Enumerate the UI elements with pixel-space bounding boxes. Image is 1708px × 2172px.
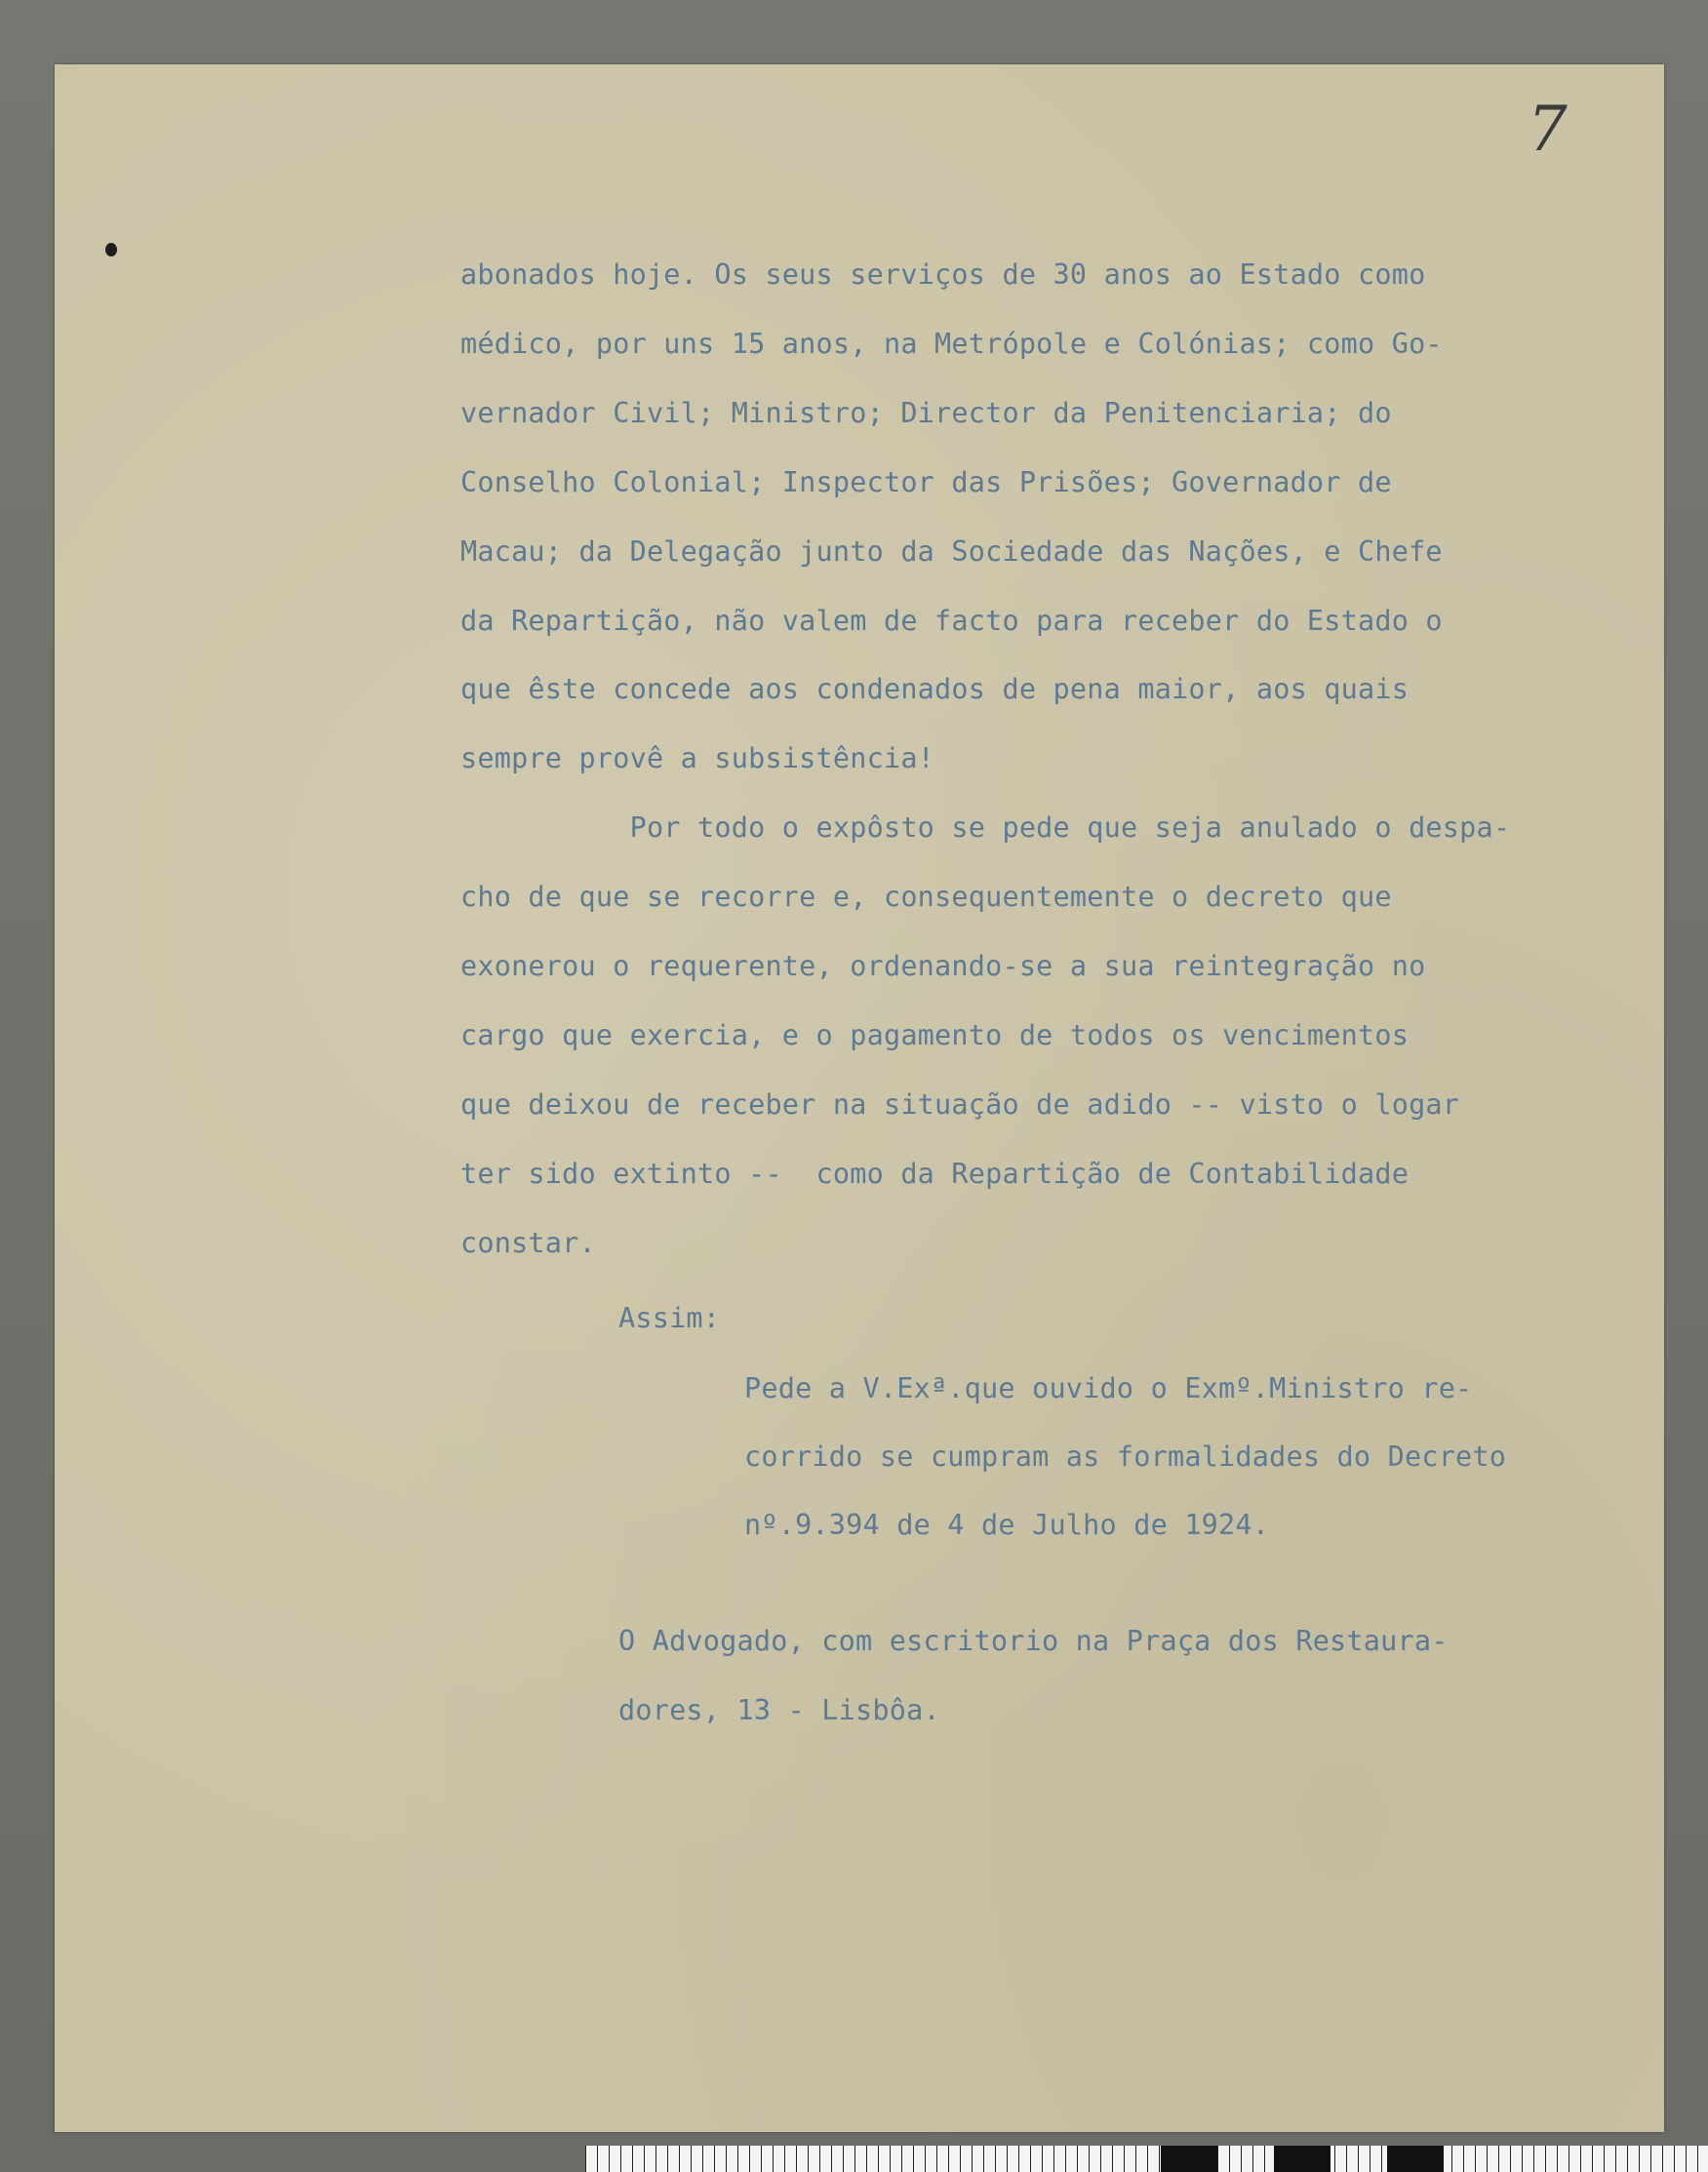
text-line: vernador Civil; Ministro; Director da Penitenciaria; do (460, 396, 1392, 429)
ruler-black-segment (1274, 2146, 1331, 2172)
text-line: Por todo o expôsto se pede que seja anulado o despa- (460, 811, 1511, 845)
page-number-handwritten: 7 (1528, 94, 1568, 166)
text-line: dores, 13 - Lisbôa. (618, 1693, 940, 1726)
text-line: cho de que se recorre e, consequentemente o decreto que (460, 881, 1392, 914)
scale-ruler (585, 2146, 1708, 2172)
text-line: cargo que exercia, e o pagamento de todos os vencimentos (460, 1018, 1410, 1051)
ruler-black-segment (1387, 2146, 1444, 2172)
text-line: médico, por uns 15 anos, na Metrópole e Colónias; como Go- (460, 327, 1443, 360)
text-line: que deixou de receber na situação de adido -- visto o logar (460, 1087, 1460, 1121)
text-line: da Repartição, não valem de facto para receber do Estado o (460, 604, 1443, 637)
text-line: Macau; da Delegação junto da Sociedade das Nações, e Chefe (460, 534, 1443, 568)
closing-word: Assim: (618, 1302, 721, 1334)
ruler-black-segment (1161, 2146, 1217, 2172)
text-line: Conselho Colonial; Inspector das Prisões; Governador de (460, 465, 1392, 498)
text-line: ter sido extinto -- como da Repartição de Contabilidade (460, 1157, 1410, 1190)
text-line: que êste concede aos condenados de pena maior, aos quais (460, 673, 1410, 706)
text-line: constar. (460, 1226, 596, 1259)
text-line: exonerou o requerente, ordenando-se a sua reintegração no (460, 950, 1426, 983)
text-line: sempre provê a subsistência! (460, 742, 935, 775)
text-line: corrido se cumpram as formalidades do Decreto (744, 1441, 1507, 1473)
request-paragraph (744, 1355, 1506, 1560)
text-line: O Advogado, com escritorio na Praça dos Restaura- (618, 1625, 1449, 1657)
punch-hole (105, 243, 117, 257)
text-line: abonados hoje. Os seus serviços de 30 anos ao Estado como (460, 258, 1426, 291)
signature-block (618, 1607, 1449, 1746)
text-line: Pede a V.Exª.que ouvido o Exmº.Ministro re- (744, 1372, 1473, 1404)
body-paragraphs (460, 241, 1510, 1279)
text-line: nº.9.394 de 4 de Julho de 1924. (744, 1509, 1270, 1541)
